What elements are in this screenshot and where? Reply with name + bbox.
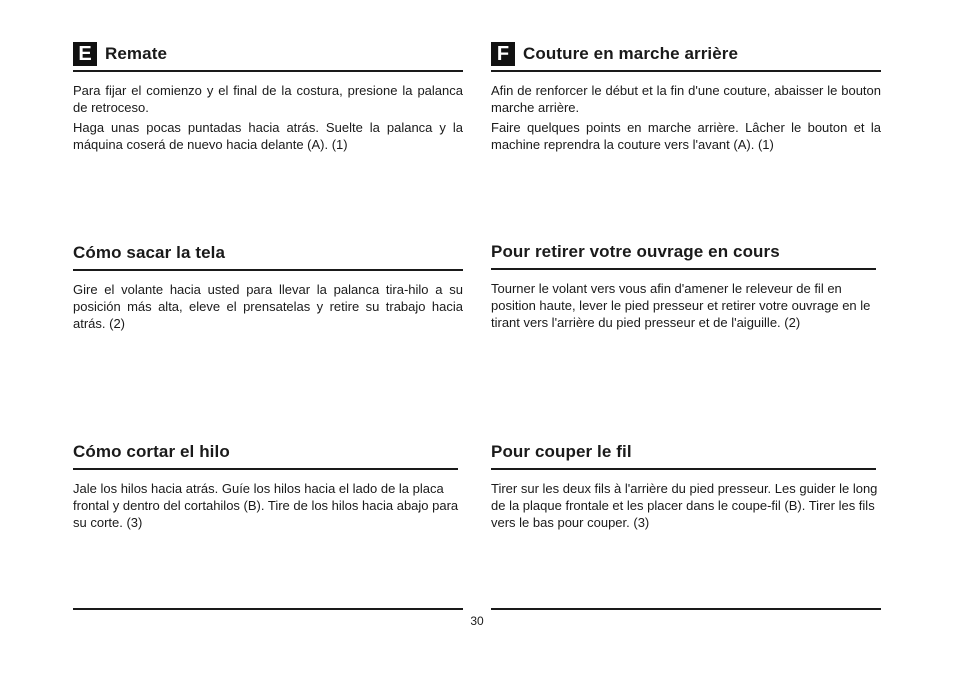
paragraph: Faire quelques points en marche arrière. Lâcher le bouton et la machine reprendra la couture vers l'avant (A). (1) — [491, 120, 881, 152]
page-number: 30 — [470, 614, 484, 628]
section-remate — [73, 42, 463, 153]
paragraph: Para fijar el comienzo y el final de la costura, presione la palanca de retroceso. — [73, 83, 463, 115]
paragraph: Afin de renforcer le début et la fin d'une couture, abaisser le bouton marche arrière. — [491, 83, 881, 115]
paragraph: Jale los hilos hacia atrás. Guíe los hilos hacia el lado de la placa frontal y dentro del cortahilos (B). Tire de los hilos hacia abajo para su corte. (3) — [73, 481, 459, 530]
section-title: Pour couper le fil — [491, 442, 632, 461]
language-badge-e: E — [73, 42, 97, 66]
section-title: Cómo sacar la tela — [73, 243, 226, 262]
section-pour-couper-le-fil — [491, 440, 881, 531]
section-title: Remate — [105, 44, 168, 63]
paragraph: Haga unas pocas puntadas hacia atrás. Suelte la palanca y la máquina coserá de nuevo hacia delante (A). (1) — [73, 120, 463, 152]
section-heading — [73, 42, 463, 72]
section-como-sacar-la-tela — [73, 241, 463, 332]
section-como-cortar-el-hilo — [73, 440, 463, 531]
paragraph: Gire el volante hacia usted para llevar la palanca tira-hilo a su posición más alta, eleve el prensatelas y retire su trabajo hacia atrás. (2) — [73, 282, 463, 331]
footer-rule-left — [73, 608, 463, 610]
paragraph: Tourner le volant vers vous afin d'amener le releveur de fil en position haute, lever le pied presseur et retirer votre ouvrage en le tirant vers l'arrière du pied presseur et de l'aiguille. (2) — [491, 281, 871, 330]
language-badge-f: F — [491, 42, 515, 66]
section-heading — [73, 440, 458, 470]
footer-rule-right — [491, 608, 881, 610]
section-title: Pour retirer votre ouvrage en cours — [491, 242, 780, 261]
section-heading — [491, 240, 876, 270]
section-heading — [73, 241, 463, 271]
section-couture-en-marche-arriere — [491, 42, 881, 153]
section-title: Cómo cortar el hilo — [73, 442, 230, 461]
section-title: Couture en marche arrière — [523, 44, 739, 63]
paragraph: Tirer sur les deux fils à l'arrière du pied presseur. Les guider le long de la plaque frontale et les placer dans le coupe-fil (B). Tirer les fils vers le bas pour couper. (3) — [491, 481, 878, 530]
section-heading — [491, 440, 876, 470]
section-heading — [491, 42, 881, 72]
section-pour-retirer-votre-ouvrage — [491, 240, 881, 331]
